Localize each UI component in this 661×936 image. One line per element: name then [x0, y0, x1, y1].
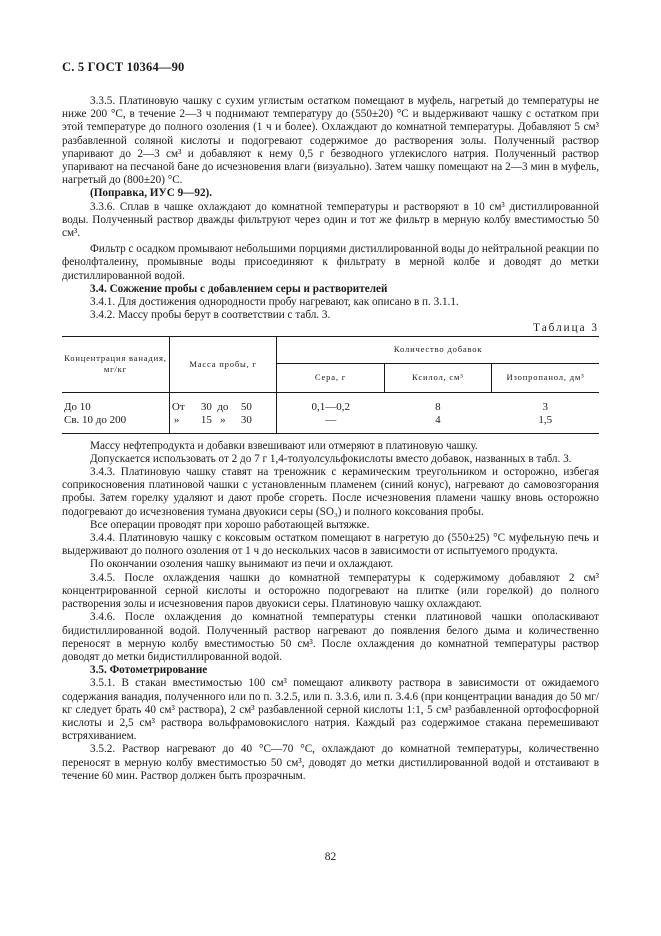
paragraph-fume-hood: Все операции проводят при хорошо работающей вытяжке. — [90, 518, 370, 531]
paragraph-3-4-6: 3.4.6. После охлаждения до комнатной температуры стенки платиновой чашки ополаскивают бидистиллированной водой. Полученный раствор нагревают до появления белого дыма и количественно переносят в мерную колбу вместимостью 50 см³. После охлаждения до комнатной температуры раствор доводят до метки бидистиллированной водой. — [62, 611, 599, 663]
cell-xylene: 4 — [435, 413, 441, 426]
header-sulfur: Сера, г — [277, 363, 384, 392]
section-3-5-heading: 3.5. Фотометрирование — [90, 664, 208, 677]
paragraph-allowed: Допускается использовать от 2 до 7 г 1,4-толуолсульфокислоты вместо добавок, названных в табл. 3. — [90, 452, 572, 465]
header-xylene: Ксилол, см³ — [384, 363, 491, 392]
page-header: С. 5 ГОСТ 10364—90 — [62, 60, 185, 74]
paragraph-ashing-end: По окончании озоления чашку вынимают из печи и охлаждают. — [90, 558, 394, 571]
cell-isopropanol: 3 — [542, 400, 549, 413]
paragraph-weighing: Массу нефтепродукта и добавки взвешивают или отмеряют в платиновую чашку. — [90, 439, 478, 452]
cell-sulfur: — — [325, 413, 337, 426]
table-3 — [62, 336, 599, 434]
paragraph-3-4-3: 3.4.3. Платиновую чашку ставят на треножник с керамическим треугольником и осторожно, избегая соприкосновения платиновой чашки с установленным пламенем (синий конус), нагревают до самовозгорания пробы. Затем горелку удаляют и дают пробе сгореть. После исчезновения пламени чашку вновь осторожно подогревают до исчезновения тумана двуокиси серы (SO₃) и полного коксования пробы. — [62, 466, 599, 518]
amendment-note: (Поправка, ИУС 9—92). — [90, 187, 213, 200]
paragraph-3-3-5: 3.3.5. Платиновую чашку с сухим углистым остатком помещают в муфель, нагретый до температуры не ниже 200 °С, в течение 2—3 ч поднимают температуру до (550±20) °С и выдерживают чашку с остатком при этой температуре до полного озоления (1 ч и более). Охлаждают до комнатной температуры. Добавляют 5 см³ разбавленной соляной кислоты и подогревают содержимое до растворения золы. Полученный раствор упаривают до 2—3 см³ и добавляют к нему 0,5 г безводного углекислого натрия. Полученный раствор упаривают на песчаной бане до исчезновения влаги (визуально). Затем чашку помещают на 2—3 мин в муфель, нагретый до (800±20) °С. — [62, 95, 599, 187]
paragraph-3-4-5: 3.4.5. После охлаждения чашки до комнатной температуры к содержимому добавляют 2 см³ концентрированной серной кислоты и осторожно подогревают на плитке (или горелкой) до полного растворения золы и исчезновения паров двуокиси серы. Платиновую чашку охлаждают. — [62, 571, 599, 611]
cell-xylene: 8 — [435, 400, 441, 413]
cell-mass: » 15 » 30 — [173, 413, 252, 426]
cell-conc: До 10 — [64, 400, 91, 413]
cell-isopropanol: 1,5 — [538, 413, 553, 426]
table-caption: Таблица 3 — [533, 322, 599, 335]
document-body — [62, 95, 599, 783]
paragraph-3-5-2: 3.5.2. Раствор нагревают до 40 °С—70 °С, охлаждают до комнатной температуры, количественно переносят в мерную колбу вместимостью 50 см³, доводят до метки дистиллированной водой и отстаивают в течение 60 мин. Раствор должен быть прозрачным. — [62, 743, 599, 782]
paragraph-3-3-6: 3.3.6. Сплав в чашке охлаждают до комнатной температуры и растворяют в 10 см³ дистиллированной воды. Полученный раствор дважды фильтруют через один и тот же фильтр в мерную колбу вместимостью 50 см³. — [62, 200, 599, 240]
header-isopropanol: Изопропанол, дм³ — [492, 363, 599, 392]
paragraph-3-4-1: 3.4.1. Для достижения однородности пробу нагревают, как описано в п. 3.1.1. — [90, 296, 459, 309]
section-3-4-heading: 3.4. Сожжение пробы с добавлением серы и растворителей — [90, 282, 388, 295]
cell-conc: Св. 10 до 200 — [64, 413, 127, 426]
paragraph-filter: Фильтр с осадком промывают небольшими порциями дистиллированной воды до нейтральной реакции по фенолфталеину, промывные воды присоединяют к фильтрату в мерной колбе и доводят до метки дистиллированной водой. — [62, 243, 599, 282]
paragraph-3-4-4: 3.4.4. Платиновую чашку с коксовым остатком помещают в нагретую до (550±25) °С муфельную печь и выдерживают до полного озоления от 1 ч до нескольких часов в зависимости от испытуемого продукта. — [62, 532, 599, 558]
cell-sulfur: 0,1—0,2 — [311, 400, 350, 413]
cell-mass: От 30 до 50 — [171, 400, 252, 413]
header-concentration: Концентрация ванадия, мг/кг — [62, 336, 169, 392]
paragraph-3-4-2: 3.4.2. Массу пробы берут в соответствии с табл. 3. — [90, 309, 331, 322]
header-additives: Количество добавок — [277, 336, 599, 363]
header-mass: Масса пробы, г — [169, 336, 276, 392]
paragraph-3-5-1: 3.5.1. В стакан вместимостью 100 см³ помещают аликвоту раствора в зависимости от ожидаемого содержания ванадия, полученного или по п. 3.2.5, или п. 3.3.6, или п. 3.4.6 (при концентрации ванадия до 50 мг/кг следует брать 40 см³ раствора), 2 см³ разбавленной серной кислоты 1:1, 5 см³ разбавленной ортофосфорной кислоты и 2,5 см³ раствора вольфрамовокислого натрия. Каждый раз содержимое стакана перемешивают встряхиванием. — [62, 677, 599, 743]
table-row — [62, 392, 599, 433]
page-number: 82 — [324, 851, 337, 863]
